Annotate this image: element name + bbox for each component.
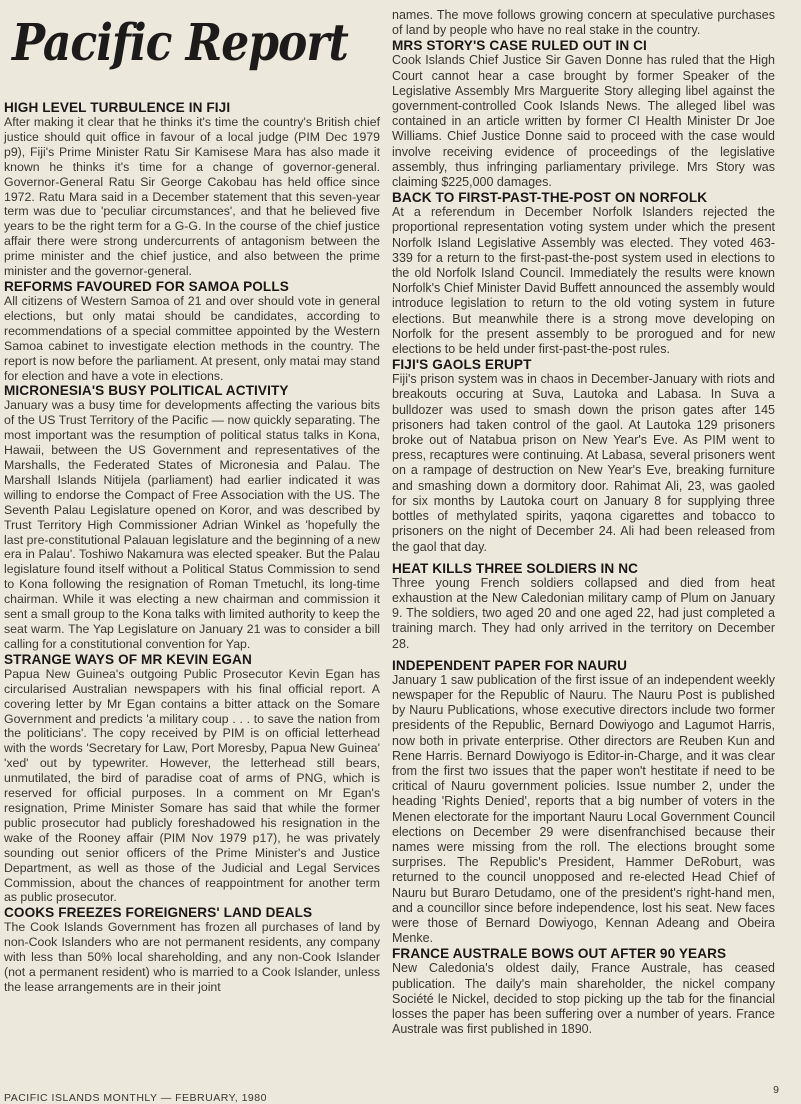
article-headline: HEAT KILLS THREE SOLDIERS IN NC [392, 560, 639, 576]
article-norfolk [392, 190, 775, 357]
article-body: Papua New Guinea's outgoing Public Prosecutor Kevin Egan has circularised Australian newspapers with his final official report. A covering letter by Mr Egan contains a bitter attack on the Somare Government and predicts 'a military coup . . . to save the nation from the politicians'. The copy received by PIM is on official letterhead with the words 'Secretary for Law, Port Moresby, Papua New Guinea' 'xed' out by typewriter. However, the letterhead still bears, unmutilated, the bird of paradise coat of arms of PNG, which is reserved for official purposes. In a comment on Mr Egan's resignation, Prime Minister Somare has said that while the former public prosecutor had publicly foreshadowed his resignation in the wake of the Rooney affair (PIM Nov 1979 p17), he was privately sounding out senior officers of the Prime Minister's and Justice Department, as well as those of the Judicial and Legal Services Commission, about the chances of reappointment for another term as public prosecutor. [4, 666, 380, 905]
article-nauru-paper [392, 658, 775, 947]
article-headline: FRANCE AUSTRALE BOWS OUT AFTER 90 YEARS [392, 946, 727, 962]
article-headline: MICRONESIA'S BUSY POLITICAL ACTIVITY [4, 383, 289, 399]
masthead-title: Pacific Report [12, 14, 348, 73]
article-body: Three young French soldiers collapsed and died from heat exhaustion at the New Caledonian military camp of Plum on January 9. The soldiers, two aged 20 and one aged 22, had just completed a training march. They had only arrived in the territory on December 28. [392, 575, 775, 651]
article-body: names. The move follows growing concern at speculative purchases of land by people who have no real stake in the country. [392, 8, 775, 38]
article-cooks-land [4, 905, 380, 995]
article-fiji-gaols [392, 357, 775, 554]
article-headline: MRS STORY'S CASE RULED OUT IN CI [392, 38, 647, 54]
article-headline: HIGH LEVEL TURBULENCE IN FIJI [4, 100, 231, 115]
article-body: January 1 saw publication of the first issue of an independent weekly newspaper for the Republic of Nauru. The Nauru Post is published by Nauru Publications, whose executive directors include two former presidents of the Republic, Bernard Dowiyogo and Lagumot Harris, now both in private enterprise. Other directors are Reuben Kun and Rene Harris. Bernard Dowiyogo is Editor-in-Charge, and it was clear from the first two issues that the paper won't hestitate if need to be critical of Nauru government policies. Issue number 2, under the heading 'Rights Denied', reports that a big number of voters in the Menen electorate for the important Nauru Local Government Council elections on December 29 were disenfranchised because their names were missing from the roll. The elections brought some surprises. The Republic's President, Hammer DeRoburt, was returned to the council unopposed and re-elected Head Chief of Nauru but Buraro Detudamo, one of the president's right-hand men, and a councillor since before independence, lost his seat. New faces were those of Bernard Dowiyogo, Kennan Adeang and Obeira Menke. [392, 672, 775, 946]
article-headline: STRANGE WAYS OF MR KEVIN EGAN [4, 651, 252, 667]
article-body: January was a busy time for developments affecting the various bits of the US Trust Territory of the Pacific — now quickly separating. The most important was the resumption of political status talks in Kona, Hawaii, between the US Government and representatives of the Marshalls, the Federated States of Micronesia and Palau. The Marshall Islands Nitijela (parliament) had earlier indicated it was willing to endorse the Compact of Free Association with the US. The Seventh Palau Legislature opened on Koror, and was described by Trust Territory High Commissioner Adrian Winkel as 'hopefully the last pre-constitutional Palauan legislature and the beginning of a new era in Palau'. Toshiwo Nakamura was elected speaker. But the Palau legislature found itself without a Political Status Commission to send to Kona following the resignation of Roman Tmetuchl, its long-time chairman. While it was electing a new chairman and commission it sent a small group to the Kona talks with limited authority to keep the seat warm. The Yap Legislature on January 21 was to consider a bill calling for a constitutional convention for Yap. [4, 398, 380, 651]
right-column [392, 0, 775, 1037]
masthead [4, 0, 380, 96]
article-body: At a referendum in December Norfolk Islanders rejected the proportional representation voting system under which the present Norfolk Island Legislative Assembly was elected. They voted 463-339 for a return to the first-past-the-post system used in elections to the old Norfolk Island Council. Immediately the results were known Norfolk's Chief Minister David Buffett announced the assembly would introduce legislation to return to the old voting system in future elections. But meanwhile there is a strong move developing on Norfolk for the present assembly to be prorogued and for new elections to be held under first-past-the-post rules. [392, 205, 775, 357]
article-headline: INDEPENDENT PAPER FOR NAURU [392, 657, 628, 673]
article-body: New Caledonia's oldest daily, France Australe, has ceased publication. The daily's main shareholder, the nickel company Société le Nickel, decided to stop picking up the tab for the financial losses the paper has been suffering over a number of years. France Australe was first published in 1890. [392, 961, 775, 1037]
article-headline: REFORMS FAVOURED FOR SAMOA POLLS [4, 278, 289, 294]
article-france-australe [392, 946, 775, 1037]
article-body: All citizens of Western Samoa of 21 and over should vote in general elections, but only matai should be candidates, according to recommendations of a special committee appointed by the Western Samoa cabinet to investigate election methods in the country. The report is now before the parliament. At present, only matai may stand for election and have a vote in elections. [4, 293, 380, 383]
page-number: 9 [773, 1084, 779, 1096]
article-kevin-egan [4, 652, 380, 906]
article-body: Cook Islands Chief Justice Sir Gaven Donne has ruled that the High Court cannot hear a case brought by former Speaker of the Legislative Assembly Mrs Marguerite Story alleging libel against the government-controlled Cook Islands News. The alleged libel was contained in an article written by former CI Health Minister Dr Joe Williams. Chief Justice Donne said to proceed with the case would involve receiving evidence of proceedings of the legislative assembly, thus infringing parliamentary privilege. Mrs Story was claiming $225,000 damages. [392, 53, 775, 190]
article-heat-soldiers [392, 561, 775, 652]
article-body: Fiji's prison system was in chaos in December-January with riots and breakouts occuring at Suva, Lautoka and Labasa. In Suva a bulldozer was used to smash down the prison gates after 145 prisoners had taken control of the gaol. At Lautoka 129 prisoners broke out of Natabua prison on New Year's Eve. As PIM went to press, recaptures were continuing. At Labasa, several prisoners went on a rampage of destruction on New Year's Eve, breaking furniture and smashing down a dormitory door. Rahimat Ali, 23, was gaoled for six months by Lautoka court on January 8 for supplying three bottles of methylated spirits, yaqona cigarettes and tobacco to prisoners on the night of December 24. Ali had been released from the gaol that day. [392, 372, 775, 554]
article-headline: FIJI'S GAOLS ERUPT [392, 357, 532, 373]
publication-footer: PACIFIC ISLANDS MONTHLY — FEBRUARY, 1980 [4, 1092, 267, 1104]
article-fiji-turbulence [4, 100, 380, 279]
article-mrs-story [392, 38, 775, 190]
article-headline: BACK TO FIRST-PAST-THE-POST ON NORFOLK [392, 190, 708, 206]
article-samoa-polls [4, 279, 380, 383]
article-cooks-land-continued [392, 8, 775, 38]
left-column [4, 0, 380, 995]
article-body: After making it clear that he thinks it's time the country's British chief justice should quit office in favour of a local judge (PIM Dec 1979 p9), Fiji's Prime Minister Ratu Sir Kamisese Mara has also made it known he thinks it's time for a change of governor-general. Governor-General Ratu Sir George Cakobau has held office since 1972. Ratu Mara said in a December statement that this seven-year term was due to 'peculiar circumstances', and that he believed five years to be the right term for a G-G. In the course of the chief justice affair there were strong undercurrents of antagonism between the prime minister and the chief justice, and also between the prime minister and the governor-general. [4, 115, 380, 279]
article-body: The Cook Islands Government has frozen all purchases of land by non-Cook Islanders who are not permanent residents, any company with less than 50% local shareholding, and any non-Cook Islander (not a permanent resident) who is married to a Cook Islander, unless the lease arrangements are in their joint [4, 920, 380, 994]
article-headline: COOKS FREEZES FOREIGNERS' LAND DEALS [4, 905, 313, 921]
article-micronesia [4, 383, 380, 651]
